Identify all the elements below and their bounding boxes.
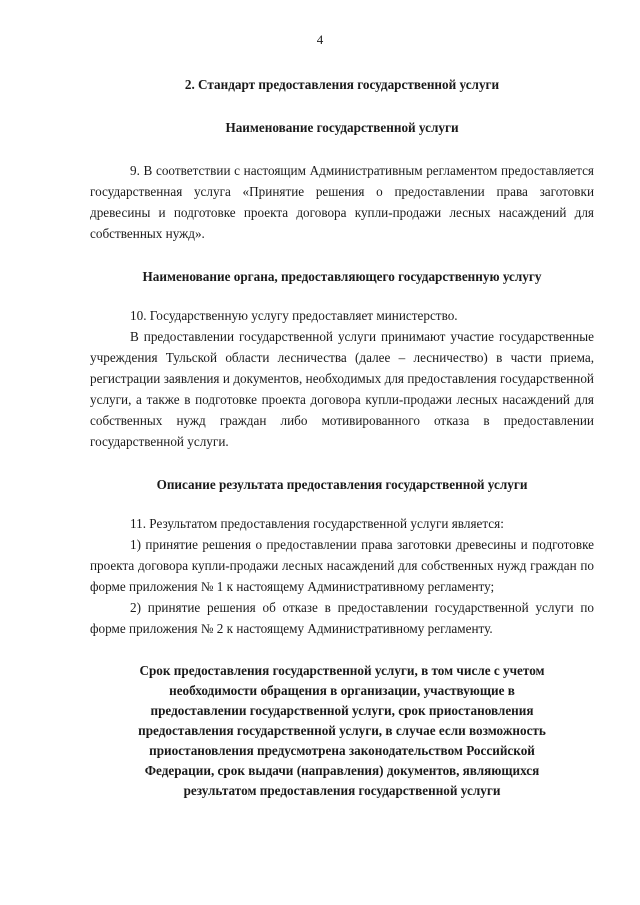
heading-authority: Наименование органа, предоставляющего государственную услугу — [142, 269, 542, 284]
page-number: 4 — [316, 32, 324, 47]
heading-service-name: Наименование государственной услуги — [225, 120, 459, 135]
paragraph-10-participation: В предоставлении государственной услуги принимают участие государственные учреждения Тульской области лесничества (далее – лесничество) в части приема, регистрации заявления и документов, необходимых для предоставления государственной услуги, а также в подготовке проекта договора купли-продажи лесных насаждений для собственных нужд граждан либо мотивированного отказа в предоставлении государственной услуги. — [90, 329, 594, 449]
heading-deadline: Срок предоставления государственной услуги, в том числе с учетом необходимости обращения в организации, участвующие в предоставлении государственной услуги, срок приостановления предоставления государственной услуги, в случае если возможность приостановления предусмотрена законодательством Российской Федерации, срок выдачи (направления) документов, являющихся результатом предоставления государственной услуги — [138, 663, 546, 798]
paragraph-11-item-2: 2) принятие решения об отказе в предоставлении государственной услуги по форме приложения № 2 к настоящему Административному регламенту. — [90, 600, 594, 636]
paragraph-11-item-1: 1) принятие решения о предоставлении права заготовки древесины и подготовке проекта договора купли-продажи лесных насаждений для собственных нужд граждан по форме приложения № 1 к настоящему Административному регламенту; — [90, 537, 594, 594]
document-body — [90, 74, 594, 801]
paragraph-11: 11. Результатом предоставления государственной услуги является: — [130, 516, 504, 531]
paragraph-10: 10. Государственную услугу предоставляет министерство. — [130, 308, 458, 323]
heading-result: Описание результата предоставления государственной услуги — [156, 477, 528, 492]
paragraph-9: 9. В соответствии с настоящим Административным регламентом предоставляется государственная услуга «Принятие решения о предоставлении права заготовки древесины и подготовке проекта договора купли-продажи лесных насаждений для собственных нужд». — [90, 163, 594, 241]
section-title: 2. Стандарт предоставления государственной услуги — [184, 77, 500, 92]
